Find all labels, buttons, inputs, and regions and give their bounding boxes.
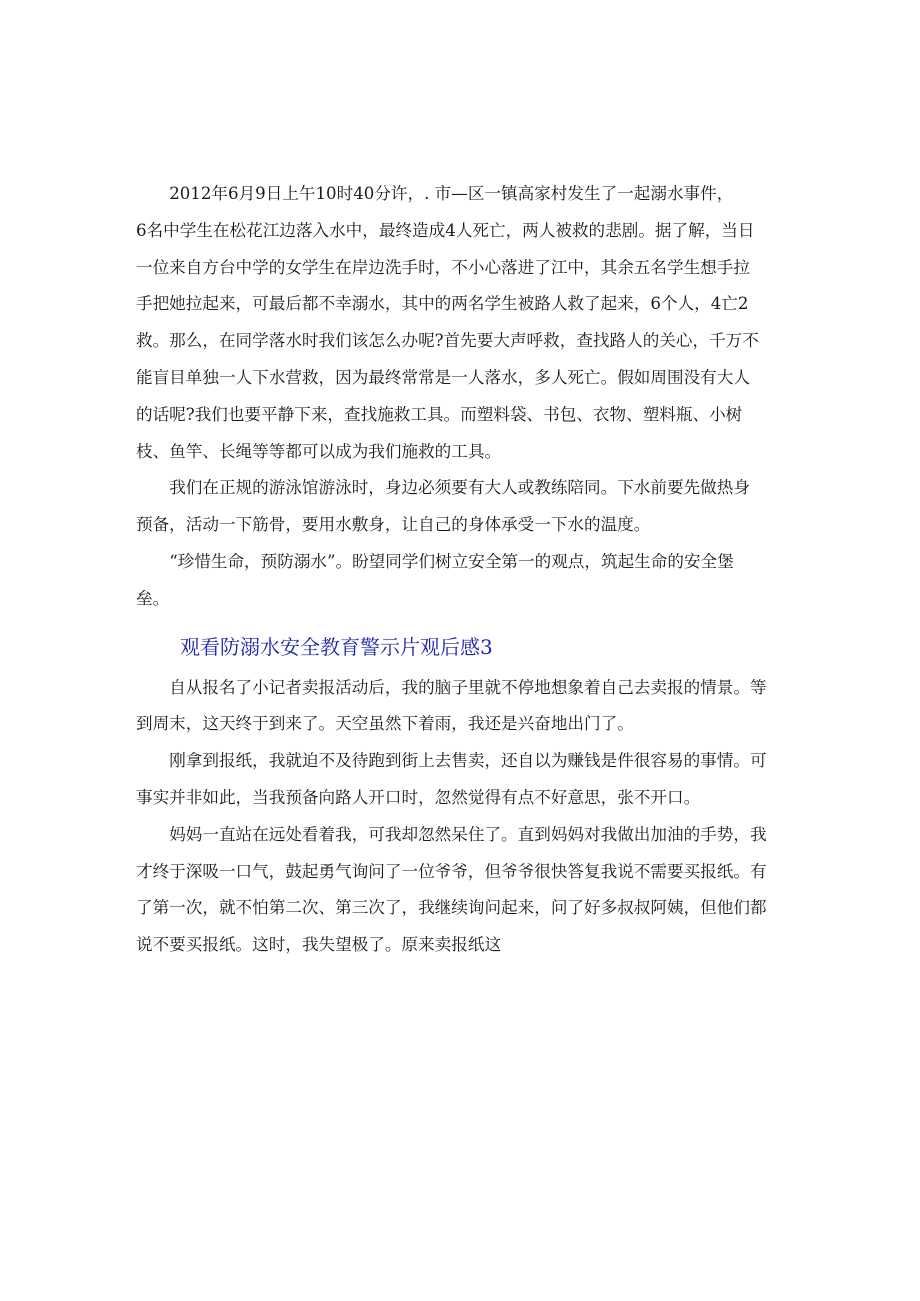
text-line: 6名中学生在松花江边落入水中，最终造成4人死亡，两人被救的悲剧。据了解，当日 [136, 220, 755, 240]
text-line: 预备，活动一下筋骨，要用水敷身，让自己的身体承受一下水的温度。 [136, 515, 651, 535]
document-body [136, 176, 780, 964]
text-line: 才终于深吸一口气，鼓起勇气询问了一位爷爷，但爷爷很快答复我说不需要买报纸。有 [136, 861, 767, 881]
text-line: “珍惜生命，预防溺水”。盼望同学们树立安全第一的观点，筑起生命的安全堡 [169, 551, 734, 571]
text-line: 枝、鱼竿、长绳等等都可以成为我们施救的工具。 [136, 441, 502, 461]
section-heading: 观看防溺水安全教育警示片观后感3 [180, 634, 493, 659]
text-line: 了第一次，就不怕第二次、第三次了，我继续询问起来，问了好多叔叔阿姨，但他们都 [136, 898, 767, 918]
text-line: 能盲目单独一人下水营救，因为最终常常是一人落水，多人死亡。假如周围没有大人 [136, 367, 750, 387]
text-line: 救。那么，在同学落水时我们该怎么办呢?首先要大声呼救，查找路人的关心，千万不 [136, 331, 759, 351]
text-line: 垒。 [136, 588, 170, 608]
paragraph-swimming-safety [136, 470, 780, 544]
text-line: 我们在正规的游泳馆游泳时，身边必须要有大人或教练陪同。下水前要先做热身 [169, 478, 750, 498]
text-line: 自从报名了小记者卖报活动后，我的脑子里就不停地想象着自己去卖报的情景。等 [169, 677, 767, 697]
paragraph-newspaper-mother [136, 817, 780, 964]
text-line: 2012年6月9日上午10时40分许，. 市—区一镇高家村发生了一起溺水事件， [169, 184, 734, 203]
paragraph-newspaper-intro [136, 670, 780, 744]
text-line: 刚拿到报纸，我就迫不及待跑到街上去售卖，还自以为赚钱是件很容易的事情。可 [169, 751, 767, 771]
paragraph-newspaper-street [136, 743, 780, 817]
text-line: 一位来自方台中学的女学生在岸边洗手时，不小心落进了江中，其余五名学生想手拉 [136, 257, 750, 277]
text-line: 的话呢?我们也要平静下来，查找施救工具。而塑料袋、书包、衣物、塑料瓶、小树 [136, 404, 743, 424]
text-line: 妈妈一直站在远处看着我，可我却忽然呆住了。直到妈妈对我做出加油的手势，我 [169, 824, 767, 844]
paragraph-drowning-incident [136, 176, 780, 470]
text-line: 手把她拉起来，可最后都不幸溺水，其中的两名学生被路人救了起来，6个人，4亡2 [136, 294, 749, 314]
text-line: 到周末，这天终于到来了。天空虽然下着雨，我还是兴奋地出门了。 [136, 714, 634, 734]
text-line: 说不要买报纸。这时，我失望极了。原来卖报纸这 [136, 935, 502, 955]
text-line: 事实并非如此，当我预备向路人开口时，忽然觉得有点不好意思，张不开口。 [136, 787, 701, 807]
paragraph-cherish-life [136, 544, 780, 618]
